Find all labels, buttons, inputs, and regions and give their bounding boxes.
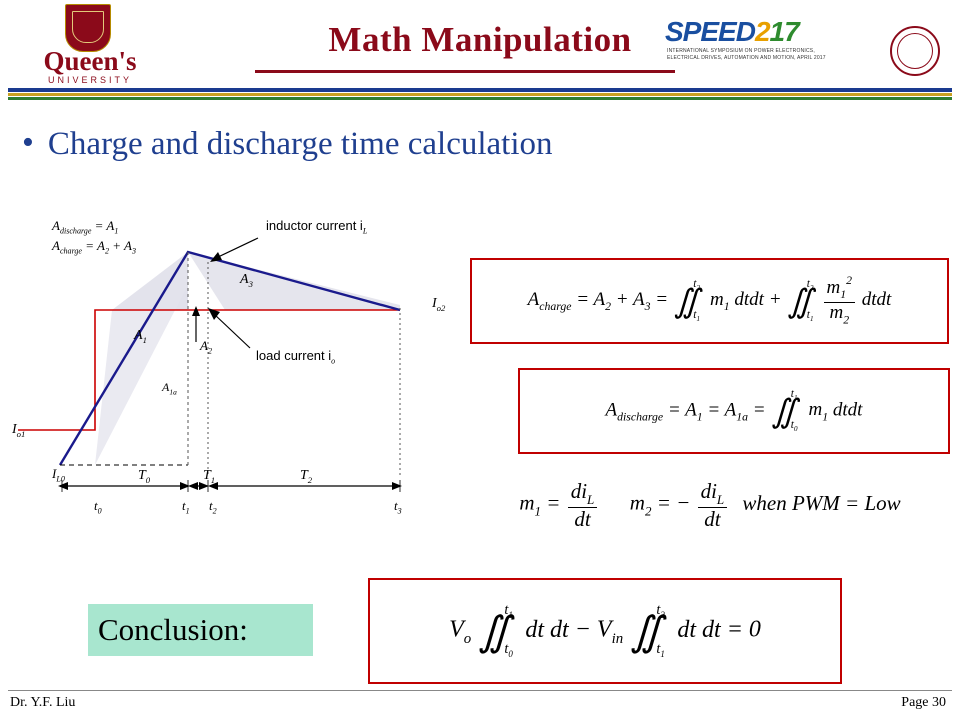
speed-year-17: 17 — [769, 16, 799, 47]
double-integral-3: ∬ $t_1$ $t_0$ — [771, 388, 798, 433]
double-integral-5: ∬ $t_2$ $t_1$ — [630, 601, 665, 659]
io2-label: $I_{o2}$ — [432, 296, 446, 313]
queens-subtitle: UNIVERSITY — [47, 75, 132, 85]
volt-second-balance-equation: $V_o$ ∬ $t_1$ $t_0$ dt dt − $V_{in}$ ∬ $t_2$ $t_1$ dt dt = 0 — [449, 601, 761, 659]
pwm-condition: when PWM = Low — [742, 490, 901, 515]
area-a3-label: $A_3$ — [240, 272, 253, 289]
io1-label: $I_{o1}$ — [12, 422, 26, 439]
ieee-seal-icon — [890, 26, 940, 76]
area-a2-label: $A_2$ — [200, 338, 212, 356]
inductor-current-annotation: inductor current $i_L$ — [266, 218, 368, 236]
a-discharge-equation-box — [518, 368, 950, 454]
tick-t1-label: $t_1$ — [182, 498, 190, 516]
double-integral-2: ∬ $t_2$ $t_1$ — [787, 278, 814, 323]
inductor-current-waveform-chart — [0, 200, 470, 530]
interval-t0-label: $T_0$ — [138, 468, 151, 485]
conference-tagline: INTERNATIONAL SYMPOSIUM ON POWER ELECTRONICS, ELECTRICAL DRIVES, AUTOMATION AND MOTION, APRIL 2017 — [667, 48, 826, 61]
m1-fraction: $\frac{di_L}{dt}$ — [568, 480, 598, 530]
queens-wordmark: Queen's — [43, 46, 137, 76]
double-integral-4: ∬ $t_1$ $t_0$ — [478, 601, 513, 659]
interval-t2-label: $T_2$ — [300, 468, 313, 485]
area-a1-label: $A_1$ — [134, 328, 147, 345]
title-underline — [255, 70, 675, 73]
area-a1a-label: $A_{1a}$ — [162, 380, 177, 397]
load-current-annotation: load current $i_o$ — [256, 348, 336, 366]
il0-label: $I_{L0}$ — [52, 466, 65, 484]
slide-header — [0, 0, 960, 90]
area-charge-definition: $A_{charge} = A_2 + A_3$ — [52, 238, 137, 256]
a-discharge-equation: $A_{discharge} = A_1 = A_{1a}$ = ∬ $t_1$ $t_0$ $m_1$ dtdt — [605, 388, 863, 433]
double-integral-1: ∬ $t_2$ $t_1$ — [673, 278, 700, 323]
volt-second-balance-box — [368, 578, 842, 684]
bullet-label: Charge and discharge time calculation — [47, 126, 553, 162]
footer-divider — [8, 690, 952, 691]
footer-author: Dr. Y.F. Liu — [10, 695, 76, 710]
speed-wordmark — [665, 16, 799, 48]
divider-green — [8, 97, 952, 100]
tick-t3-label: $t_3$ — [394, 498, 402, 516]
divider-blue — [8, 88, 952, 92]
speed-word: SPEED — [665, 16, 755, 47]
slope-definitions: $m_1$ = $\frac{di_L}{dt}$ $m_2$ = − $\frac{di_L}{dt}$ when PWM = Low — [519, 479, 901, 531]
conclusion-box — [88, 604, 313, 656]
speed-year-2: 2 — [754, 16, 770, 47]
area-discharge-definition: $A_{discharge} = A_1$ — [52, 218, 119, 236]
m1-squared-over-m2-fraction: $\frac{m_1^2}{m_2}$ — [824, 275, 856, 326]
footer-page-number: Page 30 — [901, 695, 946, 710]
divider-gold — [8, 93, 952, 96]
m2-fraction: $\frac{di_L}{dt}$ — [698, 480, 728, 530]
bullet-point — [22, 122, 922, 166]
speed-2017-logo — [665, 12, 850, 72]
bullet-marker: • — [22, 124, 34, 161]
a-charge-equation: $A_{charge} = A_2 + A_3$ = ∬ $t_2$ $t_1$ $m_1$ dtdt + ∬ $t_2$ $t_1$ $\frac{m_1^2}{m_2}$ dtdt — [527, 274, 892, 327]
tick-t2-label: $t_2$ — [209, 498, 217, 516]
interval-t1-label: $T_1$ — [203, 468, 216, 485]
a-charge-equation-box — [470, 258, 949, 344]
page-title: Math Manipulation — [328, 20, 632, 59]
conclusion-label: Conclusion: — [98, 612, 248, 647]
tick-t0-label: $t_0$ — [94, 498, 102, 516]
